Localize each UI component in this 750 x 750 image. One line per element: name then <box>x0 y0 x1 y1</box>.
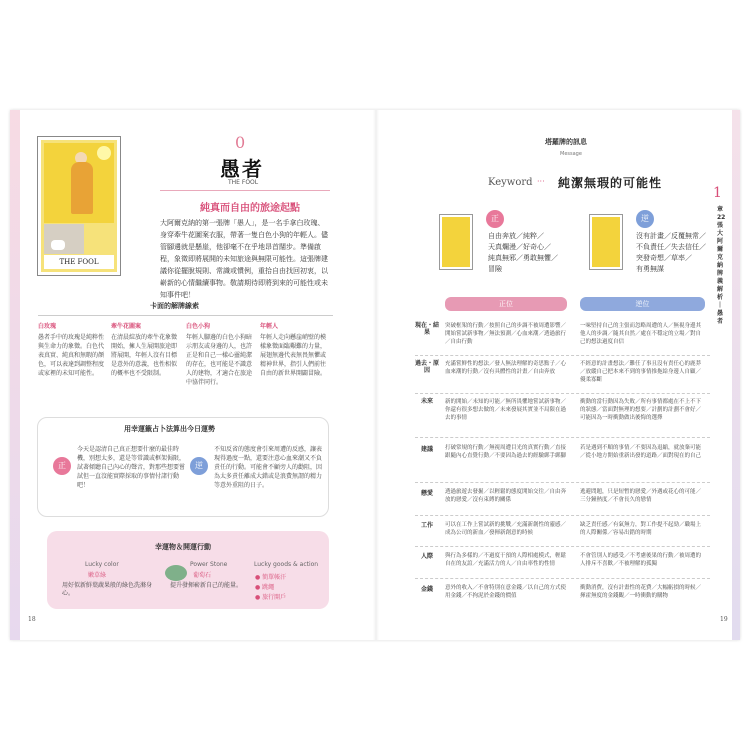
explanation-item <box>111 322 177 378</box>
row-reversed-text: 衝動的當行動因為失敗／所有事情都處在不上不下的狀態／當面對無理的想要／計劃的計劃不會好／可能因為一時衝動做出後悔的選擇 <box>580 399 702 421</box>
keyword-line: 不負責任／失去信任／ <box>636 243 706 251</box>
sun-icon <box>97 146 111 160</box>
power-stone-desc: 提升發揮嶄新自己的能量。 <box>170 582 243 589</box>
lucky-color-label: Lucky color <box>85 561 119 568</box>
page-number: 18 <box>28 616 36 623</box>
explanation-head: 白玫瑰 <box>38 323 57 330</box>
row-label: 人際 <box>420 553 433 560</box>
row-upright-text: 與行為多樣的／不過度干預的人際相處模式，輕鬆自在的友誼／充滿活力的人／自由率性的性情 <box>445 553 567 567</box>
row-upright-text: 意外的收入／不會特別在意金錢／以自己的方式使用金錢／不拘泥於金錢的價值 <box>445 585 567 599</box>
row-label: 未來 <box>420 398 433 405</box>
explanation-item <box>38 322 104 378</box>
power-stone-label: Power Stone <box>190 561 228 568</box>
dog-icon <box>51 240 65 250</box>
keyword-line: 沒有計畫／反覆無常／ <box>636 232 706 240</box>
keyword-line: 冒險 <box>488 265 502 273</box>
explanation-text: 在清晨綻放的牽牛花象徵開始，擁人生展開旅途即將展開，年輕人沒有目標是意外的意義，也性相似的概率也不受限制。 <box>111 334 178 377</box>
reversed-badge: 逆 <box>190 457 208 475</box>
tagline: 純真而自由的旅途起點 <box>200 203 300 214</box>
explanation-text: 年輕人走向懸崖峭壁的模樣象徵面臨艱難的力量，展翅無邊代表無畏無懼或精神世界，指引人們前往自由的新世界開闢冒險。 <box>260 334 327 377</box>
page-title: 愚者 <box>220 157 264 181</box>
keyword-line: 純真無邪／勇敢無懼／ <box>488 254 558 262</box>
row-separator <box>415 437 710 438</box>
row-reversed-text: 缺乏責任感／有氣無力，對工作提不起勁／職場上的人際關係／容易出錯的時期 <box>580 522 702 536</box>
row-label: 金錢 <box>420 586 433 593</box>
reversed-keywords <box>636 231 706 275</box>
card-number: 0 <box>235 133 246 152</box>
reversed-mini-card <box>590 215 622 269</box>
row-reversed-text: 逃避問題，只是短暫的戀愛／外遇或花心的可能／三分鐘熱度／不會長久的戀情 <box>580 489 702 503</box>
row-separator <box>415 393 710 394</box>
chapter-number: 1 <box>713 185 722 201</box>
row-upright-text: 打破常規的行動／無視周遭目光的真實行動／直接跟隨內心直覺行動／不要因為過去的經驗綁手綁腳 <box>445 445 567 459</box>
upright-mini-card <box>440 215 472 269</box>
row-separator <box>415 578 710 579</box>
message-subtitle: Message <box>560 151 582 157</box>
lucky-color-value: 嫩草綠 <box>88 572 107 579</box>
chapter-title: 章22張大阿爾克納牌義解析｜愚者 <box>717 206 726 325</box>
keyword-text: 純潔無瑕的可能性 <box>558 176 663 190</box>
row-separator <box>415 515 710 516</box>
gem-icon <box>165 565 187 581</box>
divider <box>160 190 330 191</box>
explanation-text: 愚者手中的玫瑰是純粹性與生命力的象徵。白色代表真實、純真和無暇的顏色，可以表達到調整程度或家裡的未知可能性。 <box>38 334 105 377</box>
row-label: 戀愛 <box>420 490 433 497</box>
message-title: 塔羅牌的訊息 <box>545 138 587 146</box>
explanation-head: 牽牛花圖案 <box>111 323 142 330</box>
page-subtitle: THE FOOL <box>228 179 259 186</box>
fortune-upright-text: 今天是認清自己真正想要什麼的最佳時機，別想太多，還是等常識或框架侷限，試著傾聽自己內心的聲音，對那些想要嘗試但一直沒能實際採取的事情付諸行動吧！ <box>77 446 186 489</box>
upright-keywords <box>488 231 558 275</box>
keyword-line: 有勇無謀 <box>636 265 664 273</box>
left-page <box>10 110 375 640</box>
row-upright-text: 突破框架的行動／按照自己的步調不被周遭影響／開始嘗試新事物／無法預測／心血來潮／透過旅行／自由行動 <box>445 323 567 345</box>
fortune-reversed-text: 不知反省的態度會引來周遭的反感，讓表現得過度一點，還要注意心血來潮又不負責任的行動。可能會不顧旁人的勸阻，因為太多責任離成大錯或是浪費無謂的精力等意外重阻的日子。 <box>214 446 323 489</box>
upright-column-head: 正位 <box>445 297 567 311</box>
explanation-head: 白色小狗 <box>186 323 211 330</box>
explanation-title: 卡面的解牌線索 <box>150 302 199 310</box>
lucky-goods-item: ● 旅行開戶 <box>255 594 287 601</box>
row-reversed-text: 不會管別人的感受／不考慮後果的行動／被周遭的人排斥不喜歡／不被理解的孤獨 <box>580 553 702 567</box>
keyword-dots: ··· <box>537 177 545 186</box>
row-label: 工作 <box>420 522 433 529</box>
row-label: 過去・原因 <box>415 360 440 374</box>
explanation-text: 年輕人腳邊的白色小狗暗示朋友或身邊的人，也許正是和自己一樣心靈純潔的存在，也可能是不識意人的建物，才適合在旅途中協伴同行。 <box>186 334 253 386</box>
right-page <box>380 110 740 640</box>
row-upright-text: 透過旅遊去發掘／以輕鬆的態度開始交往／自由奔放的戀愛／沒有束縛的關係 <box>445 489 567 503</box>
explanation-item <box>260 322 326 378</box>
row-label: 現在・結果 <box>415 322 440 336</box>
row-separator <box>415 546 710 547</box>
reversed-badge: 逆 <box>636 210 654 228</box>
lucky-goods-item: ● 簡單帳汗 <box>255 574 287 581</box>
keyword-line: 天真爛漫／好奇心／ <box>488 243 551 251</box>
row-reversed-text: 衝動消費，沒有計畫性的花費／大幅虧損的時候／揮霍無度的金錢觀／一時衝動的購物 <box>580 585 702 599</box>
reversed-column-head: 逆位 <box>580 297 705 311</box>
fortune-title: 用幸運籤占卜法算出今日運勢 <box>124 425 215 433</box>
book-spread <box>10 110 740 640</box>
keyword-line: 自由奔放／純粹／ <box>488 232 544 240</box>
row-reversed-text: 不經意的計畫想法／難任了事且沒有責任心的鹿莽／放縱自己把本來不到的事情推拖給身邊人自顧／優柔寡斷 <box>580 361 702 383</box>
row-label: 建議 <box>420 446 433 453</box>
row-upright-text: 新的開始／未知的可能／無所畏懼地嘗試新事物／你還有很多想去做的／未來發展其實並不局限在過去的事情 <box>445 399 567 421</box>
divider <box>38 315 333 316</box>
lucky-title: 幸運物＆開運行動 <box>155 543 211 551</box>
power-stone-value: 葡萄石 <box>193 572 212 579</box>
upright-badge: 正 <box>53 457 71 475</box>
lucky-color-desc: 用好似新鮮葉蔬果般的綠色洗滌身心。 <box>62 582 153 597</box>
explanation-head: 年輕人 <box>260 323 279 330</box>
upright-badge: 正 <box>486 210 504 228</box>
lucky-goods-item: ● 跳繩 <box>255 584 275 591</box>
lucky-goods-label: Lucky goods & action <box>254 561 319 568</box>
row-separator <box>415 482 710 483</box>
explanation-item <box>186 322 252 387</box>
row-reversed-text: 若是遇到不順的事情／不要因為退縮，就放棄可能／從小地方開始重新出發的道路／面對現在的自己 <box>580 445 702 459</box>
intro-text: 大阿爾克納的第一張牌「愚人」，是一名手拿白玫瑰、身穿牽牛花圖案衣服，帶著一隻白色小狗的年輕人。儘管腳邊就是懸崖，他卻毫不在乎地昂首闊步。準備啟程，象徵即將展開的未知旅途與無限可能性。這張牌建議你從擺脫規則、常識或慣例，重拾自由找回初衷，以嶄新的心情繼續事物。敬請期待即將到來的可能性或未知事件吧！ <box>160 219 328 299</box>
card-caption: THE FOOL <box>44 255 114 269</box>
row-upright-text: 充滿嘗鮮性的想法／發人無法理解的奇思點子／心血來潮的行動／沒有具體性的計畫／自由奔放 <box>445 361 567 375</box>
keyword-label: Keyword <box>488 177 533 188</box>
keyword-line: 突發奇想／草率／ <box>636 254 692 262</box>
row-reversed-text: 一味堅持自己的主張而忽略周遭的人／無視身邊其他人的步調／隨其自然／處在不穩定的立場／對自己的想法過度自信 <box>580 323 702 345</box>
fool-tarot-card <box>38 137 120 275</box>
page-number: 19 <box>720 616 728 623</box>
row-separator <box>415 355 710 356</box>
row-upright-text: 可以在工作上嘗試新的挑戰／充滿新創性的靈感／成為公司的新血／發揮新創意的時候 <box>445 522 567 536</box>
